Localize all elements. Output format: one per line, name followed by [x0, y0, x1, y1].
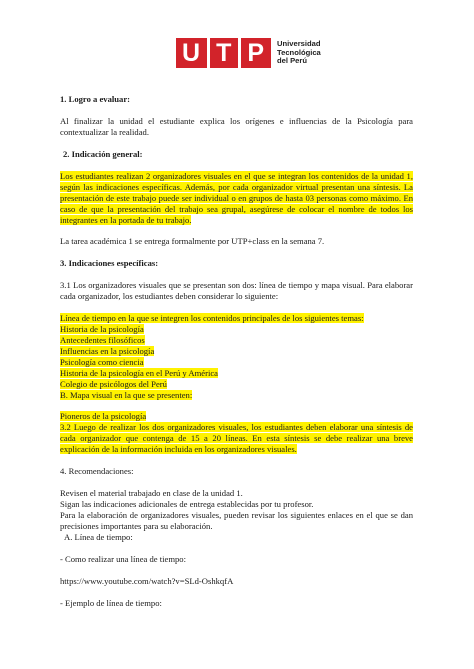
section-2-highlighted	[60, 171, 413, 226]
logo-letter-t: T	[216, 39, 233, 67]
list-item: Pioneros de la psicología	[60, 411, 147, 421]
section-1-heading: 1. Logro a evaluar:	[60, 94, 131, 104]
list-item: Historia de la psicología	[60, 324, 144, 334]
recommendation-line: Para la elaboración de organizadores visuales, pueden revisar los siguientes enlaces en el que se dan precisiones importantes para su elaboración.	[60, 510, 413, 531]
list-item: Influencias en la psicología	[60, 346, 155, 356]
point-3-2	[60, 422, 413, 455]
list-item: Antecedentes filosóficos	[60, 335, 145, 345]
bullet-line: - Como realizar una línea de tiempo:	[60, 554, 186, 564]
logo-letter-t-box	[210, 38, 238, 68]
section-3-heading: 3. Indicaciones específicas:	[60, 258, 159, 268]
logo-university-name	[277, 40, 321, 66]
list-item: Colegio de psicólogos del Perú	[60, 379, 167, 389]
logo-letter-u: U	[182, 39, 202, 67]
recommendation-line: Revisen el material trabajado en clase de la unidad 1.	[60, 488, 243, 498]
recommendation-line: Sigan las indicaciones adicionales de entrega establecidas por tu profesor.	[60, 499, 314, 509]
section-1-text: Al finalizar la unidad el estudiante explica los orígenes e influencias de la Psicología para contextualizar la realidad.	[60, 116, 413, 137]
list-item: Psicología como ciencia	[60, 357, 144, 367]
bullet-line: - Ejemplo de línea de tiempo:	[60, 598, 162, 608]
logo-line: Universidad	[277, 39, 321, 49]
section-2-heading: 2. Indicación general:	[63, 149, 143, 159]
logo-letter-p-box	[241, 38, 271, 68]
highlight-text: 3.2 Luego de realizar los dos organizadores visuales, los estudiantes deben elaborar una síntesis de cada organizador que contenga de 15 a 20 líneas. En esta síntesis se debe realizar una breve explicación de la información incluida en los organizadores visuales.	[60, 422, 413, 454]
youtube-link[interactable]: https://www.youtube.com/watch?v=SLd-OshkqfA	[60, 576, 234, 586]
list-a	[60, 313, 413, 401]
logo-line: del Perú	[277, 56, 307, 66]
section-2-note: La tarea académica 1 se entrega formalmente por UTP+class en la semana 7.	[60, 236, 325, 246]
list-b	[60, 411, 413, 422]
list-a-title: Línea de tiempo en la que se integren los contenidos principales de los siguientes temas:	[60, 313, 364, 323]
list-b-title: B. Mapa visual en la que se presenten:	[60, 390, 193, 400]
utp-logo	[176, 38, 321, 68]
logo-letter-p: P	[247, 39, 266, 67]
list-item: Historia de la psicología en el Perú y América	[60, 368, 218, 378]
logo-letter-u-box	[176, 38, 207, 68]
section-4-heading: 4. Recomendaciones:	[60, 466, 134, 476]
logo-line: Tecnológica	[277, 47, 321, 57]
highlight-text: Los estudiantes realizan 2 organizadores visuales en el que se integran los contenidos de la unidad 1, según las indicaciones específicas. Además, por cada organizador virtual presentan una síntesis. La presentación de este trabajo puede ser individual o en grupos de hasta 03 personas como máximo. En caso de que la presentación del trabajo sea grupal, asegúrese de colocar el nombre de todos los integrantes en la portada de tu trabajo.	[60, 171, 413, 225]
sub-heading-a: A. Línea de tiempo:	[64, 532, 133, 542]
section-3-intro: 3.1 Los organizadores visuales que se presentan son dos: línea de tiempo y mapa visual. Para elaborar cada organizador, los estudiantes deben considerar lo siguiente:	[60, 280, 413, 301]
